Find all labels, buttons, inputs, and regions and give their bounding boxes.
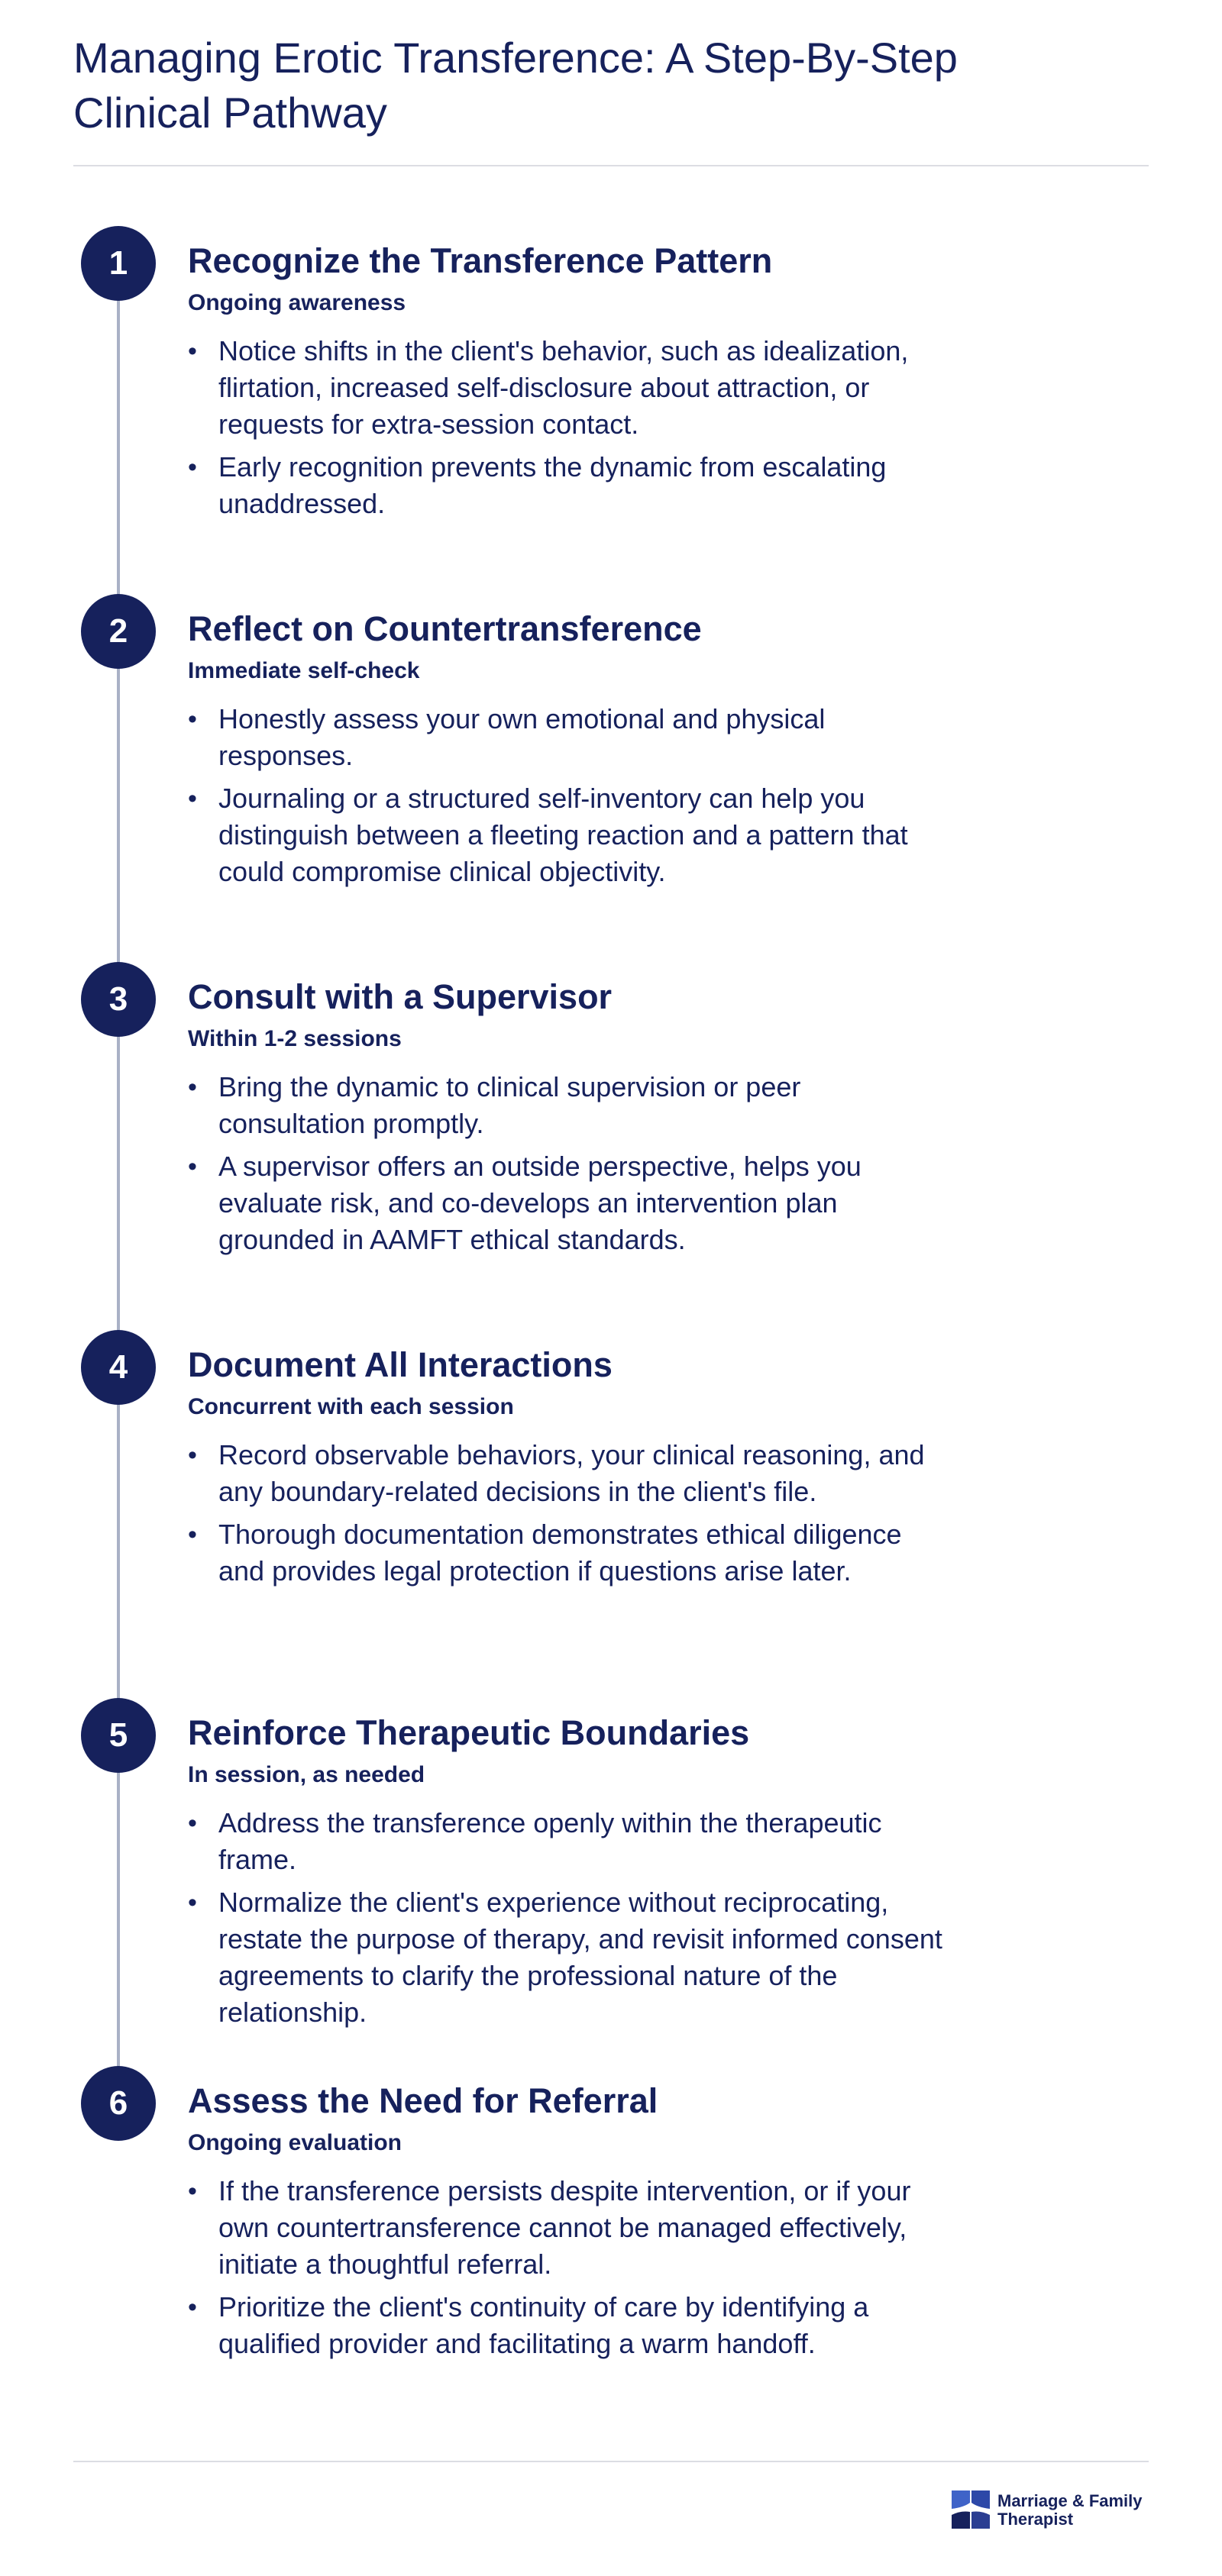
timeline-line [117,267,120,2092]
step-number-badge: 2 [81,594,156,669]
header-divider [73,165,1149,166]
step-title: Assess the Need for Referral [188,2081,658,2120]
step-point: • Honestly assess your own emotional and physical responses. [188,701,952,774]
step-title: Reinforce Therapeutic Boundaries [188,1713,750,1752]
step-timing: Concurrent with each session [188,1394,514,1419]
step-number-badge: 1 [81,226,156,301]
step-point: • Prioritize the client's continuity of care by identifying a qualified provider and facilitating a warm handoff. [188,2289,952,2362]
step-points [188,1437,952,1596]
footer-divider [73,2461,1149,2462]
brand-logo-icon [950,2489,991,2530]
step-timing: Immediate self-check [188,658,420,683]
step-points [188,701,952,896]
step-number-badge: 5 [81,1698,156,1773]
step-timing: Ongoing evaluation [188,2130,402,2155]
step-point: • Journaling or a structured self-inventory can help you distinguish between a fleeting reaction and a pattern that could compromise clinical objectivity. [188,780,952,890]
step-points [188,2173,952,2368]
step-point: • If the transference persists despite intervention, or if your own countertransference cannot be managed effectively, initiate a thoughtful referral. [188,2173,952,2283]
page-title: Managing Erotic Transference: A Step-By-Step Clinical Pathway [73,34,958,137]
step-title: Consult with a Supervisor [188,977,613,1016]
step-timing: Ongoing awareness [188,290,406,315]
step-point: • Early recognition prevents the dynamic from escalating unaddressed. [188,449,952,522]
brand [950,2487,1156,2533]
step-point: • Bring the dynamic to clinical supervision or peer consultation promptly. [188,1069,952,1142]
step-point: • Address the transference openly within the therapeutic frame. [188,1805,952,1878]
step-number-badge: 4 [81,1330,156,1405]
step-point: • A supervisor offers an outside perspective, helps you evaluate risk, and co-develops an intervention plan grounded in AAMFT ethical standards. [188,1148,952,1258]
step-point: • Record observable behaviors, your clinical reasoning, and any boundary-related decisions in the client's file. [188,1437,952,1510]
step-points [188,1805,952,2037]
step-number-badge: 6 [81,2066,156,2141]
step-timing: Within 1-2 sessions [188,1026,402,1051]
step-title: Document All Interactions [188,1345,613,1384]
brand-name: Marriage & Family Therapist [997,2491,1143,2529]
step-title: Recognize the Transference Pattern [188,241,773,280]
step-point: • Normalize the client's experience without reciprocating, restate the purpose of therapy, and revisit informed consent agreements to clarify the professional nature of the relationship. [188,1884,952,2031]
step-title: Reflect on Countertransference [188,609,702,648]
step-point: • Notice shifts in the client's behavior, such as idealization, flirtation, increased self-disclosure about attraction, or requests for extra-session contact. [188,333,952,443]
step-timing: In session, as needed [188,1762,425,1787]
step-number-badge: 3 [81,962,156,1037]
step-points [188,333,952,528]
step-point: • Thorough documentation demonstrates ethical diligence and provides legal protection if questions arise later. [188,1516,952,1590]
step-points [188,1069,952,1264]
